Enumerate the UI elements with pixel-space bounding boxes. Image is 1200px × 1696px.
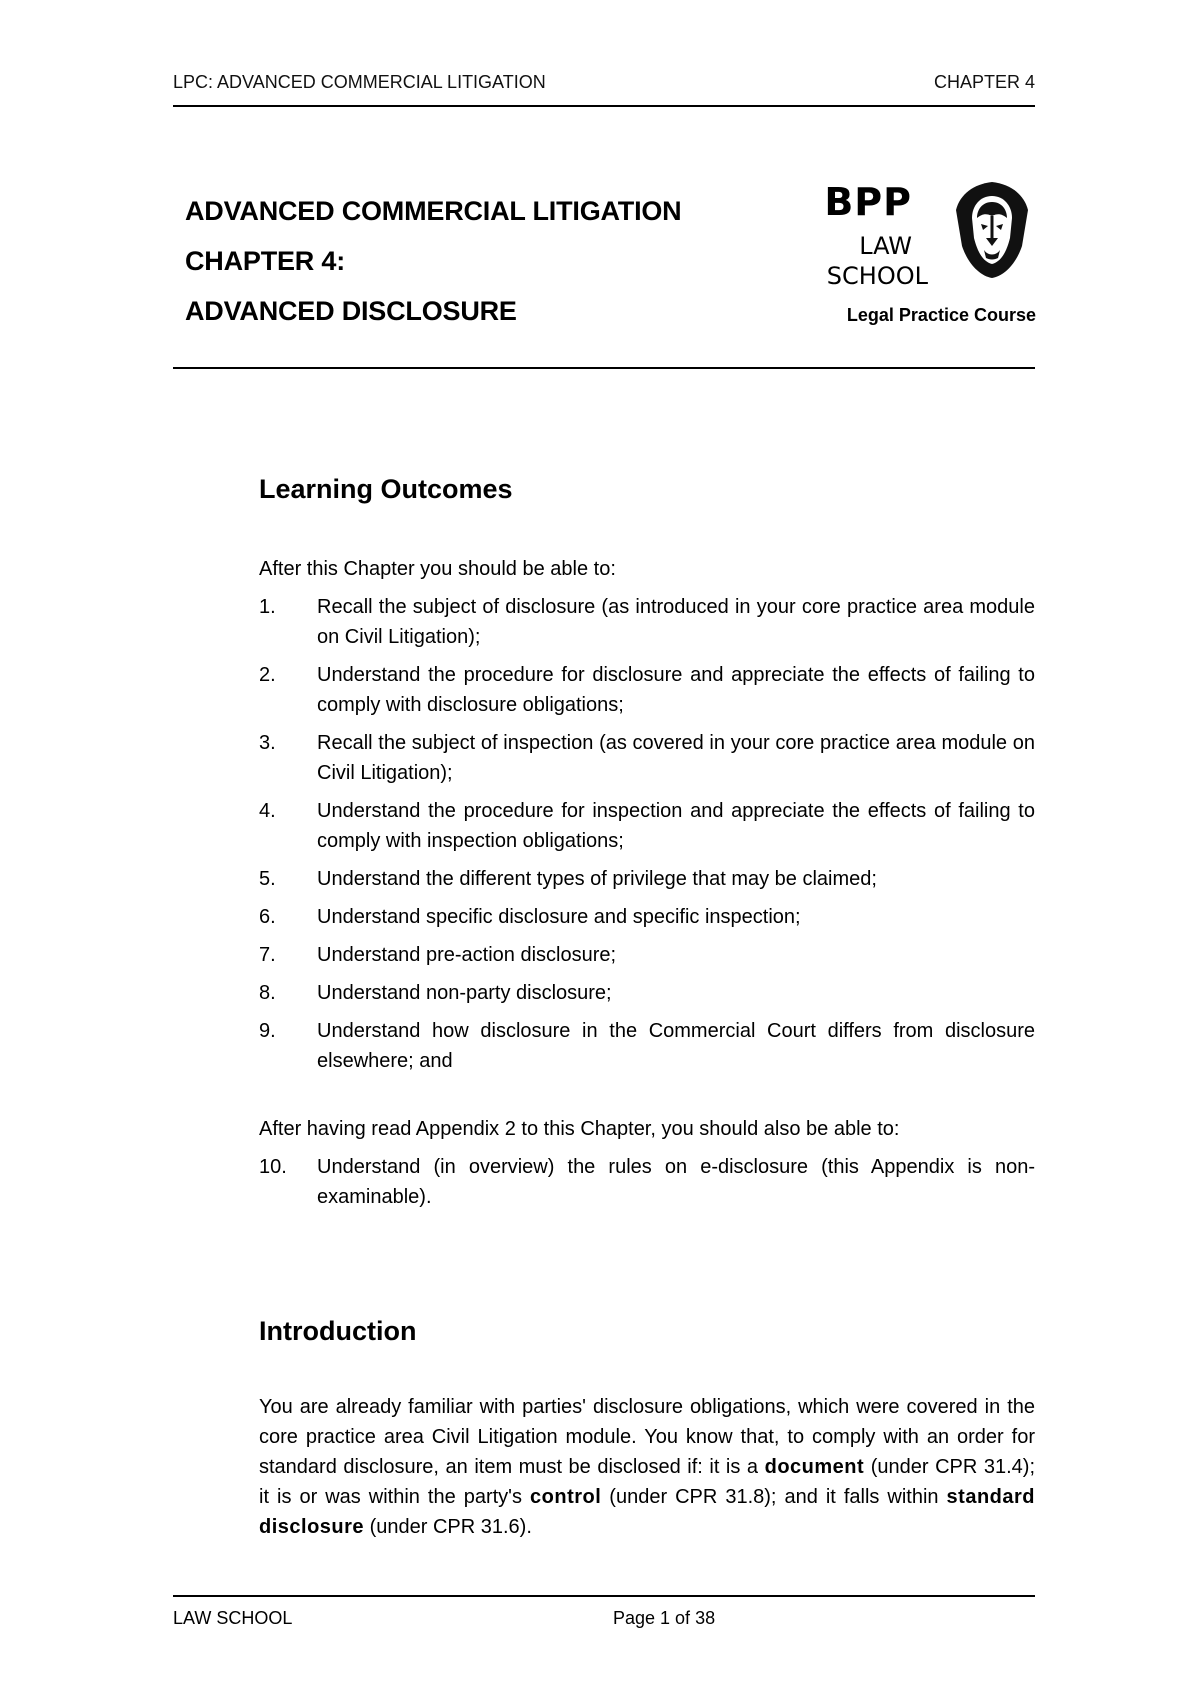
list-item: 3. Recall the subject of inspection (as covered in your core practice area module on Civil Litigation); (259, 732, 1035, 784)
footer-left: LAW SCHOOL (173, 1608, 293, 1628)
introduction-heading: Introduction (259, 1316, 417, 1346)
learning-outcomes-heading: Learning Outcomes (259, 474, 513, 504)
header-chapter: CHAPTER 4 (933, 72, 1035, 92)
lion-head-icon (952, 180, 1032, 280)
appendix-intro: After having read Appendix 2 to this Chapter, you should also be able to: (259, 1118, 900, 1140)
header-course-title: LPC: ADVANCED COMMERCIAL LITIGATION (173, 72, 546, 92)
term-standard-disclosure: standard disclosure (259, 1486, 1036, 1538)
logo-bpp: BPP (824, 180, 912, 224)
learning-intro: After this Chapter you should be able to: (259, 558, 616, 580)
title-line-3: ADVANCED DISCLOSURE (185, 296, 517, 326)
term-control: control (530, 1486, 602, 1508)
page-footer (173, 1608, 1035, 1634)
term-document: document (764, 1456, 865, 1478)
list-item: 6. Understand specific disclosure and specific inspection; (259, 906, 801, 928)
list-item: 8. Understand non-party disclosure; (259, 982, 612, 1004)
header-divider (173, 105, 1035, 107)
title-line-2: CHAPTER 4: (185, 246, 346, 276)
footer-divider (173, 1595, 1035, 1597)
page-number: Page 1 of 38 (613, 1608, 716, 1628)
learning-list (259, 592, 1035, 1076)
learning-outcomes-section (259, 554, 1035, 1220)
logo-school: SCHOOL (826, 262, 928, 290)
list-item: 2. Understand the procedure for disclosure and appreciate the effects of failing to comply with disclosure obligations; (259, 664, 1035, 716)
course-label: Legal Practice Course (846, 305, 1036, 325)
list-item: 5. Understand the different types of privilege that may be claimed; (259, 868, 877, 890)
title-line-1: ADVANCED COMMERCIAL LITIGATION (185, 196, 682, 226)
page-header (173, 72, 1035, 98)
logo-law: LAW (859, 232, 912, 260)
list-item: 9. Understand how disclosure in the Commercial Court differs from disclosure elsewhere; and (259, 1020, 1035, 1072)
list-item: 1. Recall the subject of disclosure (as introduced in your core practice area module on Civil Litigation); (259, 596, 1035, 648)
list-item: 4. Understand the procedure for inspection and appreciate the effects of failing to comply with inspection obligations; (259, 800, 1035, 852)
introduction-paragraph: You are already familiar with parties' disclosure obligations, which were covered in the core practice area Civil Litigation module. You know that, to comply with an order for standard disclosure, an item must be disclosed if: it is a document (under CPR 31.4); it is or was within the party's control (under CPR 31.8); and it falls within standard disclosure (under CPR 31.6). (259, 1396, 1036, 1538)
title-divider (173, 367, 1035, 369)
title-block (185, 186, 745, 336)
list-item: 7. Understand pre-action disclosure; (259, 944, 617, 966)
list-item: 10. Understand (in overview) the rules on e-disclosure (this Appendix is non-examinable). (259, 1156, 1035, 1208)
